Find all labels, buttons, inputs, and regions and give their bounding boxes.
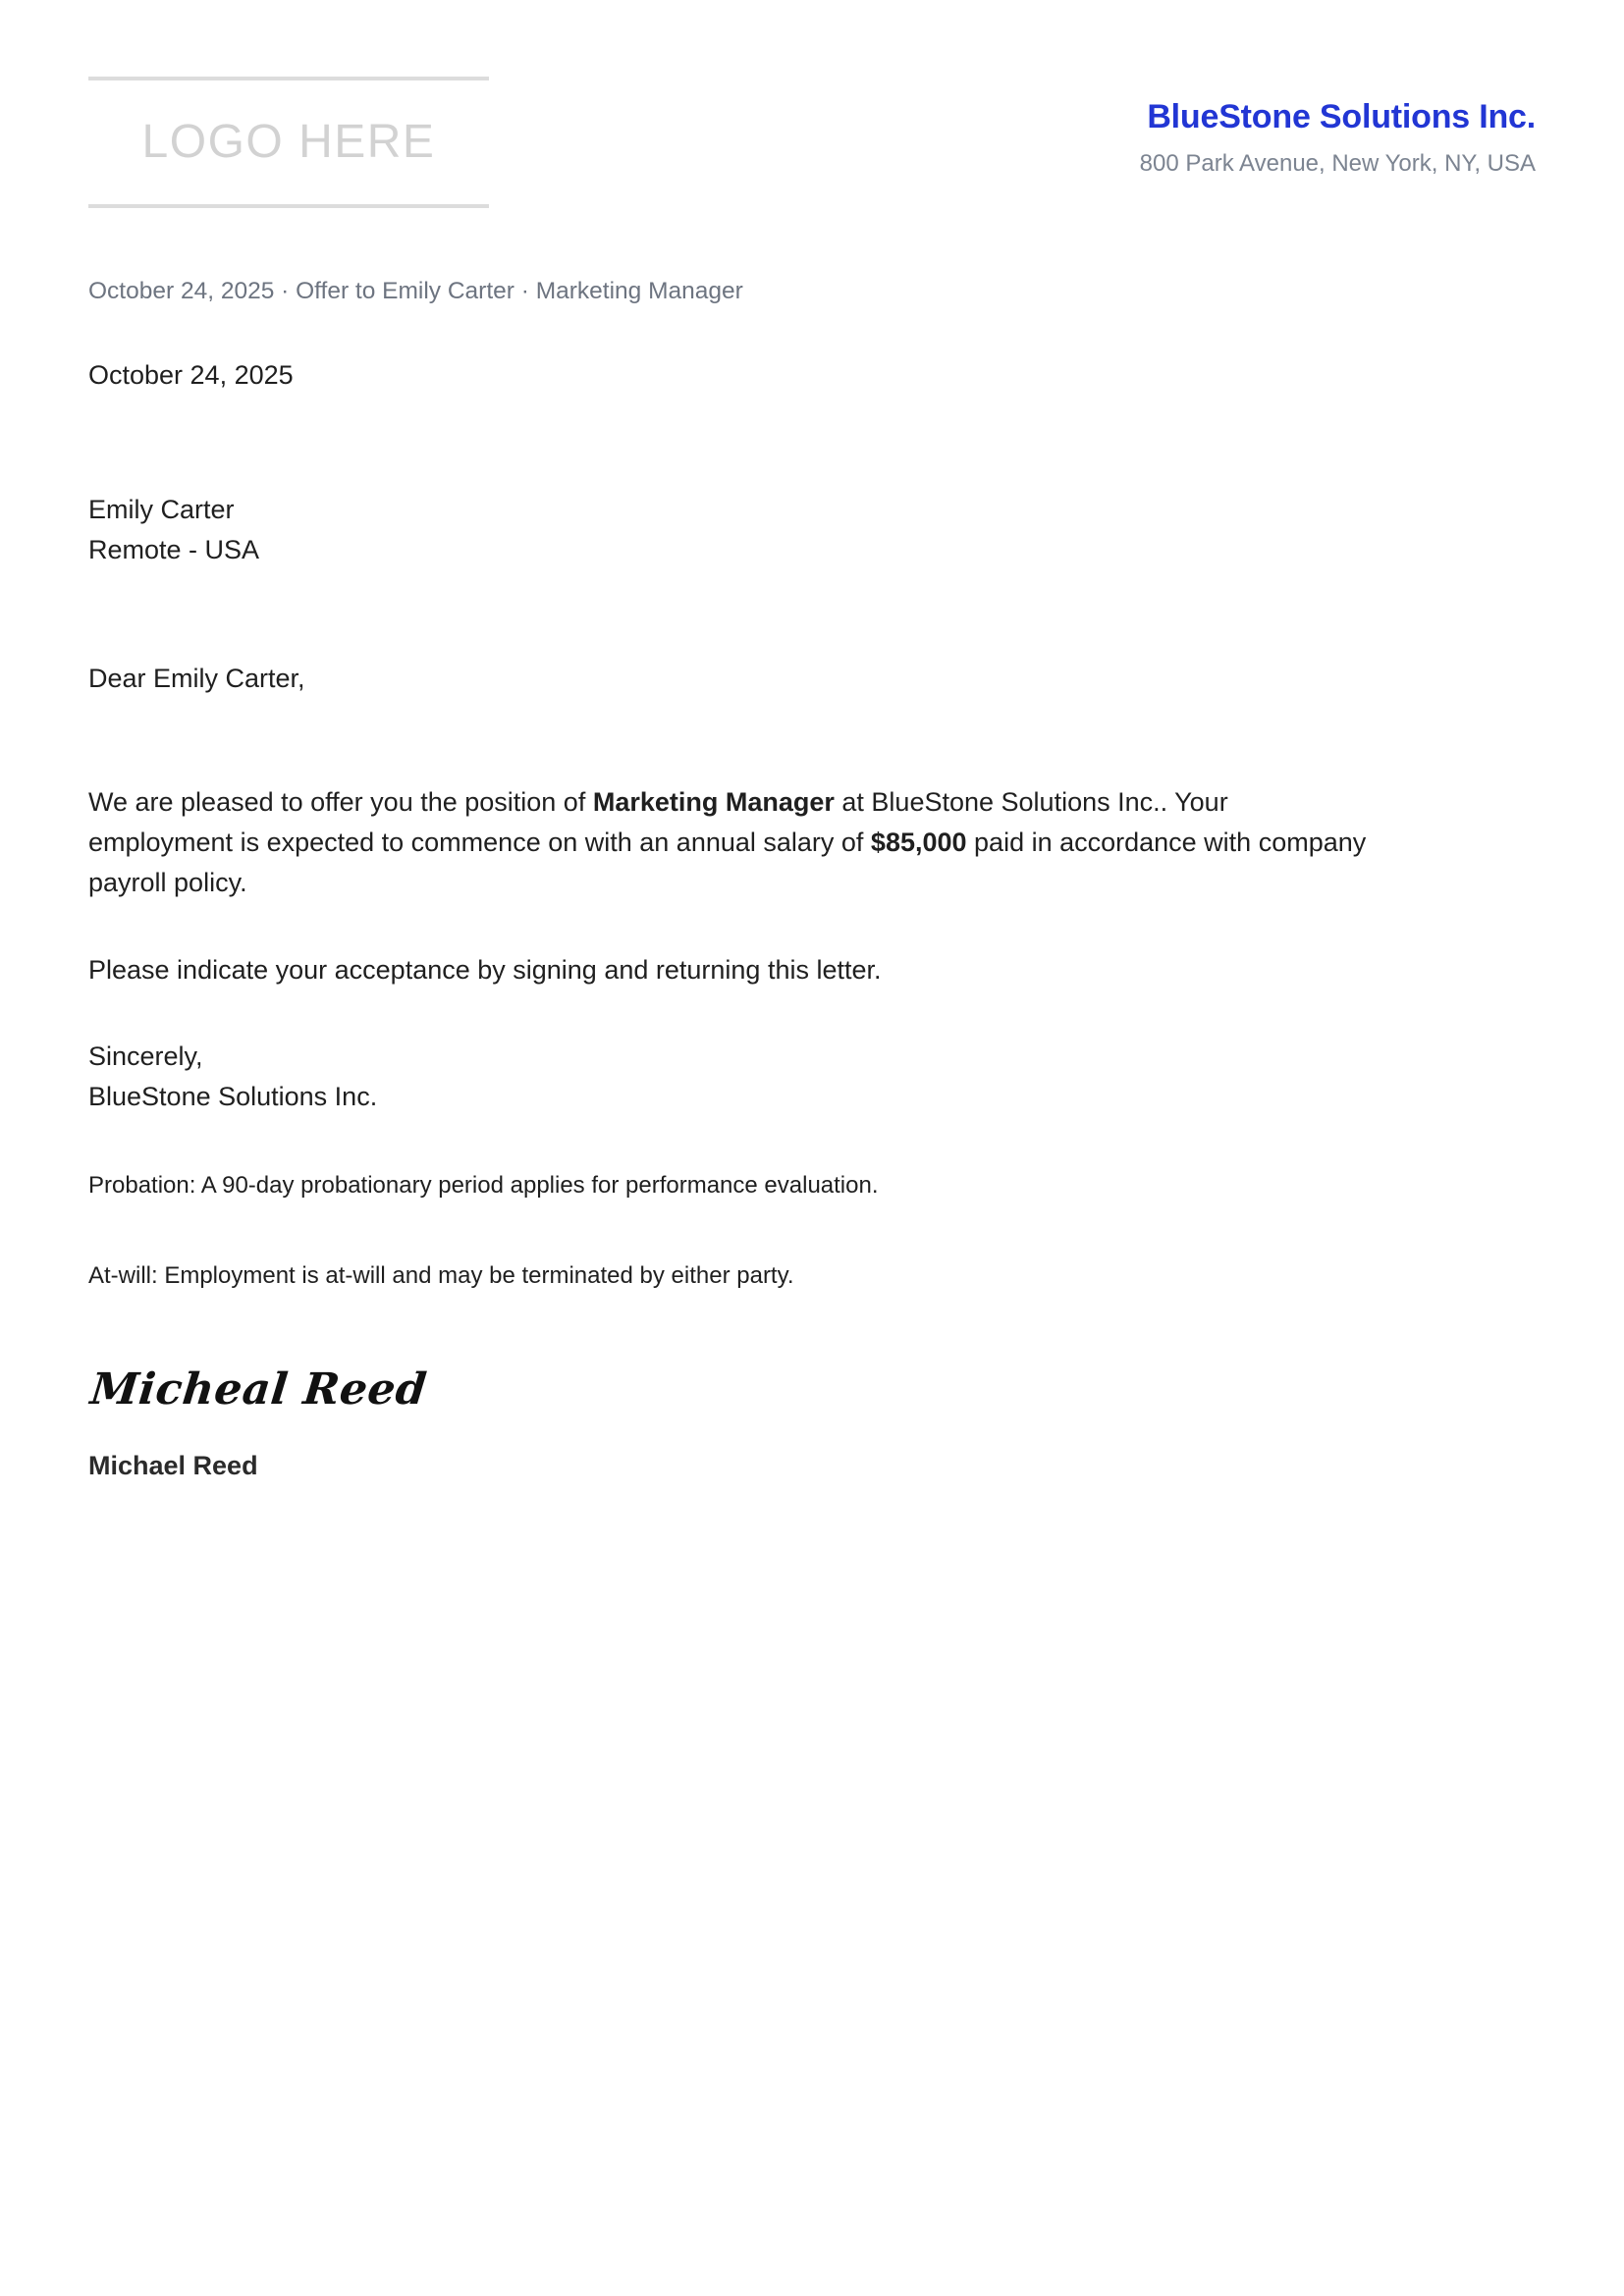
letter-body	[88, 355, 1536, 1293]
closing-salutation: Sincerely,	[88, 1041, 203, 1071]
subject-line: October 24, 2025 · Offer to Emily Carter · Marketing Manager	[88, 278, 743, 304]
clause-at-will: At-will: Employment is at-will and may be terminated by either party.	[88, 1261, 794, 1289]
salutation: Dear Emily Carter,	[88, 664, 305, 694]
signatory-printed-name: Michael Reed	[88, 1450, 258, 1480]
logo-placeholder	[88, 77, 489, 208]
closing-block	[88, 1037, 1536, 1117]
salutation-block	[88, 659, 1536, 699]
clause-probation: Probation: A 90-day probationary period applies for performance evaluation.	[88, 1171, 879, 1199]
company-identity-block	[1140, 77, 1536, 179]
recipient-block	[88, 490, 1536, 570]
acceptance-paragraph: Please indicate your acceptance by signing and returning this letter.	[88, 954, 882, 985]
offer-paragraph-part3: paid in accordance with company payroll policy.	[88, 828, 1367, 898]
offer-salary: $85,000	[870, 828, 967, 858]
signature-script: Micheal Reed	[87, 1363, 430, 1415]
signature-script-wrapper	[87, 1363, 1536, 1415]
offer-paragraph-part1: We are pleased to offer you the position of	[88, 787, 593, 818]
letter-date-block	[88, 355, 1536, 396]
company-name: BlueStone Solutions Inc.	[1147, 98, 1536, 135]
offer-position: Marketing Manager	[592, 787, 835, 818]
offer-paragraph	[88, 782, 1375, 903]
letter-date: October 24, 2025	[88, 360, 294, 391]
company-address: 800 Park Avenue, New York, NY, USA	[1139, 149, 1536, 177]
recipient-name: Emily Carter	[88, 495, 235, 525]
offer-paragraph-part2: at BlueStone Solutions Inc.. Your employment is expected to commence on with an annual salary of	[88, 787, 1228, 858]
logo-placeholder-label: LOGO HERE	[141, 116, 436, 168]
signature-area	[87, 1363, 1536, 1481]
closing-company: BlueStone Solutions Inc.	[88, 1081, 378, 1111]
recipient-location: Remote - USA	[88, 535, 260, 565]
letterhead	[88, 0, 1536, 208]
